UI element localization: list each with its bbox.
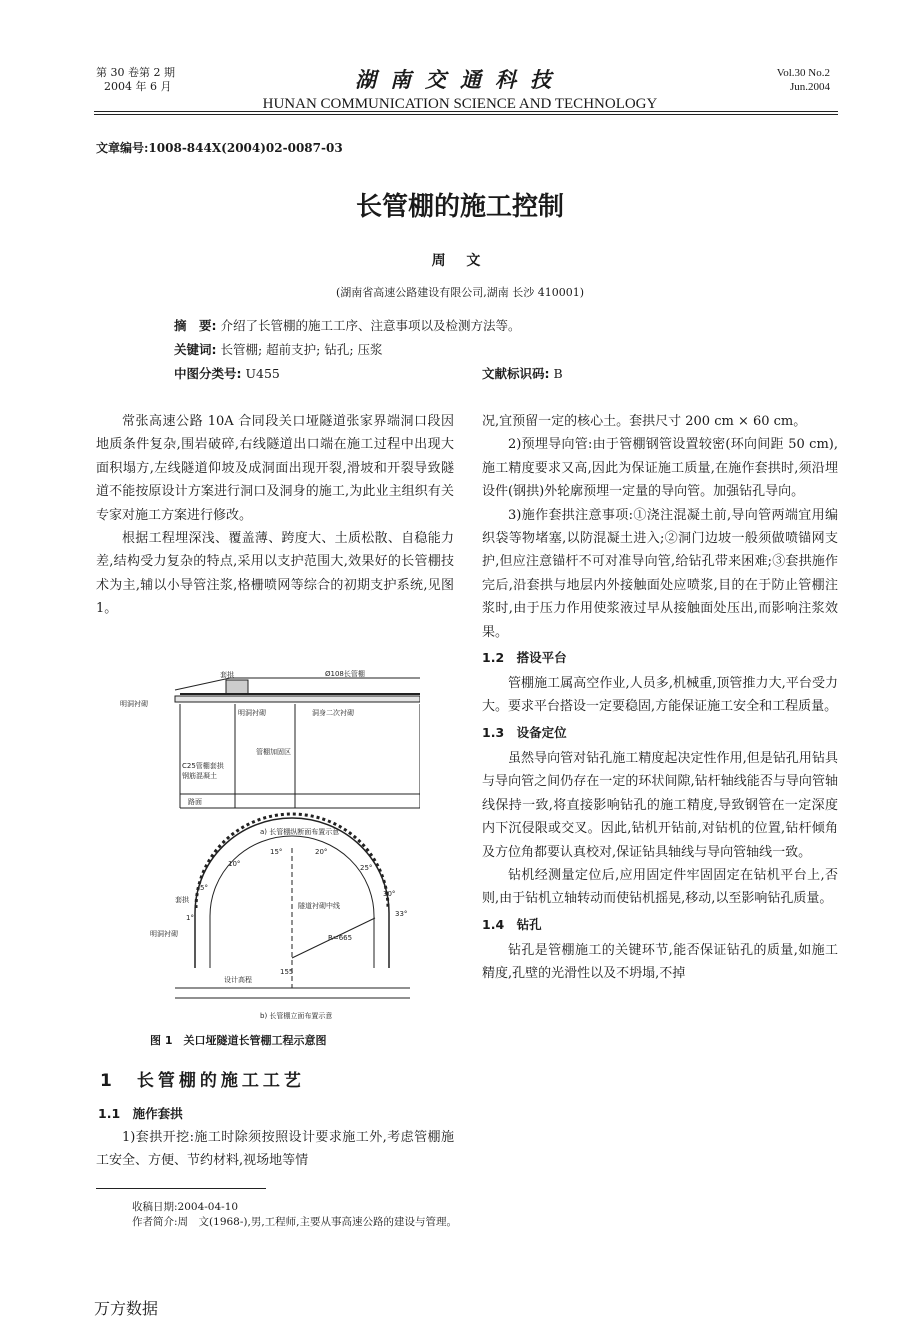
- label-center: 隧道衬砌中线: [298, 902, 340, 910]
- angle-10: 10°: [228, 860, 241, 868]
- label-155: 155: [280, 968, 294, 976]
- keywords: [174, 340, 383, 358]
- volume-issue: 第 30 卷第 2 期: [96, 66, 175, 79]
- footnote-rule: [96, 1188, 266, 1189]
- label-design: 设计高程: [224, 976, 252, 984]
- label-concrete-2: 钢筋混凝土: [182, 772, 217, 780]
- affiliation: (湖南省高速公路建设有限公司,湖南 长沙 410001): [335, 286, 585, 299]
- paragraph: 管棚施工属高空作业,人员多,机械重,顶管推力大,平台受力大。要求平台搭设一定要稳固,方能保证施工安全和工程质量。: [482, 676, 838, 715]
- label-taogong-b: 套拱: [175, 896, 189, 904]
- author-bio: 作者简介:周 文(1968-),男,工程师,主要从事高速公路的建设与管理。: [132, 1216, 458, 1228]
- left-column-bottom: [96, 1126, 454, 1173]
- figure-caption: 图 1 关口垭隧道长管棚工程示意图: [150, 1034, 327, 1047]
- angle-1: 1°: [186, 914, 194, 922]
- angle-15: 15°: [270, 848, 283, 856]
- paragraph: 况,宜预留一定的核心土。套拱尺寸 200 cm × 60 cm。: [482, 414, 807, 429]
- doc-code-text: B: [553, 366, 563, 381]
- paragraph: 钻孔是管棚施工的关键环节,能否保证钻孔的质量,如施工精度,孔壁的光滑性以及不坍塌,不掉: [482, 942, 838, 982]
- abstract-text: 介绍了长管棚的施工工序、注意事项以及检测方法等。: [220, 318, 521, 333]
- clc-label: 中图分类号:: [174, 366, 242, 381]
- footnote: [132, 1200, 457, 1230]
- angle-30: 30°: [383, 890, 396, 898]
- label-pipe: Ø108长管棚: [325, 670, 365, 678]
- abstract-label: 摘 要:: [174, 318, 217, 333]
- header-vol-en: [740, 66, 830, 94]
- doc-code-label: 文献标识码:: [482, 366, 550, 381]
- article-number: 文章编号:1008-844X(2004)02-0087-03: [96, 141, 343, 155]
- journal-title-en: HUNAN COMMUNICATION SCIENCE AND TECHNOLOGY: [262, 96, 658, 112]
- date-en: Jun.2004: [789, 81, 830, 93]
- paragraph: 根据工程埋深浅、覆盖薄、跨度大、土质松散、自稳能力差,结构受力复杂的特点,采用以支护范围大,效果好的长管棚技术为主,辅以小导管注浆,格栅喷网等综合的初期支护系统,见图 1。: [96, 531, 454, 617]
- section-1-1-heading: 1.1 施作套拱: [98, 1106, 183, 1121]
- header-rule-1: [94, 111, 838, 112]
- angle-5: 5°: [200, 884, 208, 892]
- clc-text: U455: [245, 366, 280, 381]
- author: 周 文: [431, 253, 489, 269]
- lining-band: [175, 696, 420, 702]
- clc-number: [174, 364, 280, 382]
- caption-b: b) 长管棚立面布置示意: [260, 1012, 333, 1020]
- caption-a: a) 长管棚纵断面布置示意: [260, 828, 340, 836]
- doc-code: [482, 364, 563, 382]
- section-1-heading: 1 长管棚的施工工艺: [100, 1071, 305, 1091]
- keywords-text: 长管棚; 超前支护; 钻孔; 压浆: [220, 342, 383, 357]
- received-date: 收稿日期:2004-04-10: [132, 1201, 239, 1213]
- paragraph: 1)套拱开挖:施工时除须按照设计要求施工外,考虑管棚施工安全、方便、节约材料,视场地等情: [96, 1130, 454, 1169]
- journal-title-block: [240, 64, 680, 113]
- left-column-top: [96, 410, 454, 621]
- paragraph: 虽然导向管对钻孔施工精度起决定性作用,但是钻孔用钻具与导向管之间仍存在一定的环状间隙,钻杆轴线能否与导向管轴线保持一致,将直接影响钻孔的施工精度,导致钢管在一定深度内下沉侵限或交叉。因此,钻机开钻前,对钻机的位置,钻杆倾角及方位角都要认真校对,保证钻具轴线与导向管轴线一致。: [482, 750, 838, 860]
- paragraph: 钻机经测量定位后,应用固定件牢固固定在钻机平台上,否则,由于钻机立轴转动而使钻机摇晃,移动,以至影响钻孔质量。: [482, 867, 838, 907]
- keywords-label: 关键词:: [174, 342, 217, 357]
- label-concrete-1: C25管棚套拱: [182, 762, 224, 770]
- label-zone: 管棚加固区: [256, 748, 291, 756]
- angle-33: 33°: [395, 910, 408, 918]
- paragraph: 3)施作套拱注意事项:①浇注混凝土前,导向管两端宜用编织袋等物堵塞,以防混凝土进入;②洞门边坡一般须做喷锚网支护,但应注意锚杆不可对准导向管,给钻孔带来困难;③套拱施作完后,沿套拱与地层内外接触面处应喷浆,目的在于防止管棚注浆时,由于压力作用使浆液过早从接触面处压出,而影响注浆效果。: [482, 507, 838, 640]
- right-column: [482, 410, 838, 986]
- section-1-3-heading: 1.3 设备定位: [482, 724, 567, 740]
- section-1-4-heading: 1.4 钻孔: [482, 916, 542, 932]
- header-rule-2: [94, 114, 838, 115]
- paragraph: 2)预埋导向管:由于管棚钢管设置较密(环向间距 50 cm),施工精度要求又高,因此为保证施工质量,在施作套拱时,须沿埋设件(钢拱)外轮廓预埋一定量的导向管。加强钻孔导向。: [482, 437, 838, 500]
- label-road: 路面: [188, 798, 202, 806]
- section-1-2-heading: 1.2 搭设平台: [482, 650, 567, 666]
- label-mingdong-a2: 明洞衬砌: [238, 709, 266, 717]
- label-taogong-a: 套拱: [220, 671, 234, 679]
- footer-brand: 万方数据: [94, 1299, 159, 1318]
- label-mingdong-a: 明洞衬砌: [120, 700, 148, 708]
- abstract: [174, 316, 521, 334]
- vol-en: Vol.30 No.2: [776, 67, 830, 79]
- label-mingdong-b: 明洞衬砌: [150, 930, 178, 938]
- paper-title: 长管棚的施工控制: [355, 192, 564, 222]
- angle-20: 20°: [315, 848, 328, 856]
- figure-1: [120, 668, 420, 1038]
- label-second-lining: 洞身二次衬砌: [312, 709, 354, 717]
- taogong-block: [226, 680, 248, 694]
- journal-title-cn: 湖南交通科技: [355, 67, 565, 92]
- paragraph: 常张高速公路 10A 合同段关口垭隧道张家界端洞口段因地质条件复杂,围岩破碎,右线隧道出口端在施工过程中出现大面积塌方,左线隧道仰坡及成洞面出现开裂,滑坡和开裂导致隧道不能按原设计方案进行洞口及洞身的施工,为此业主组织有关专家对施工方案进行修改。: [96, 414, 454, 523]
- label-radius: R=665: [328, 934, 353, 942]
- header-volume: [96, 66, 175, 94]
- angle-25: 25°: [360, 864, 373, 872]
- ground-line: [175, 678, 420, 690]
- year-month: 2004 年 6 月: [104, 80, 172, 93]
